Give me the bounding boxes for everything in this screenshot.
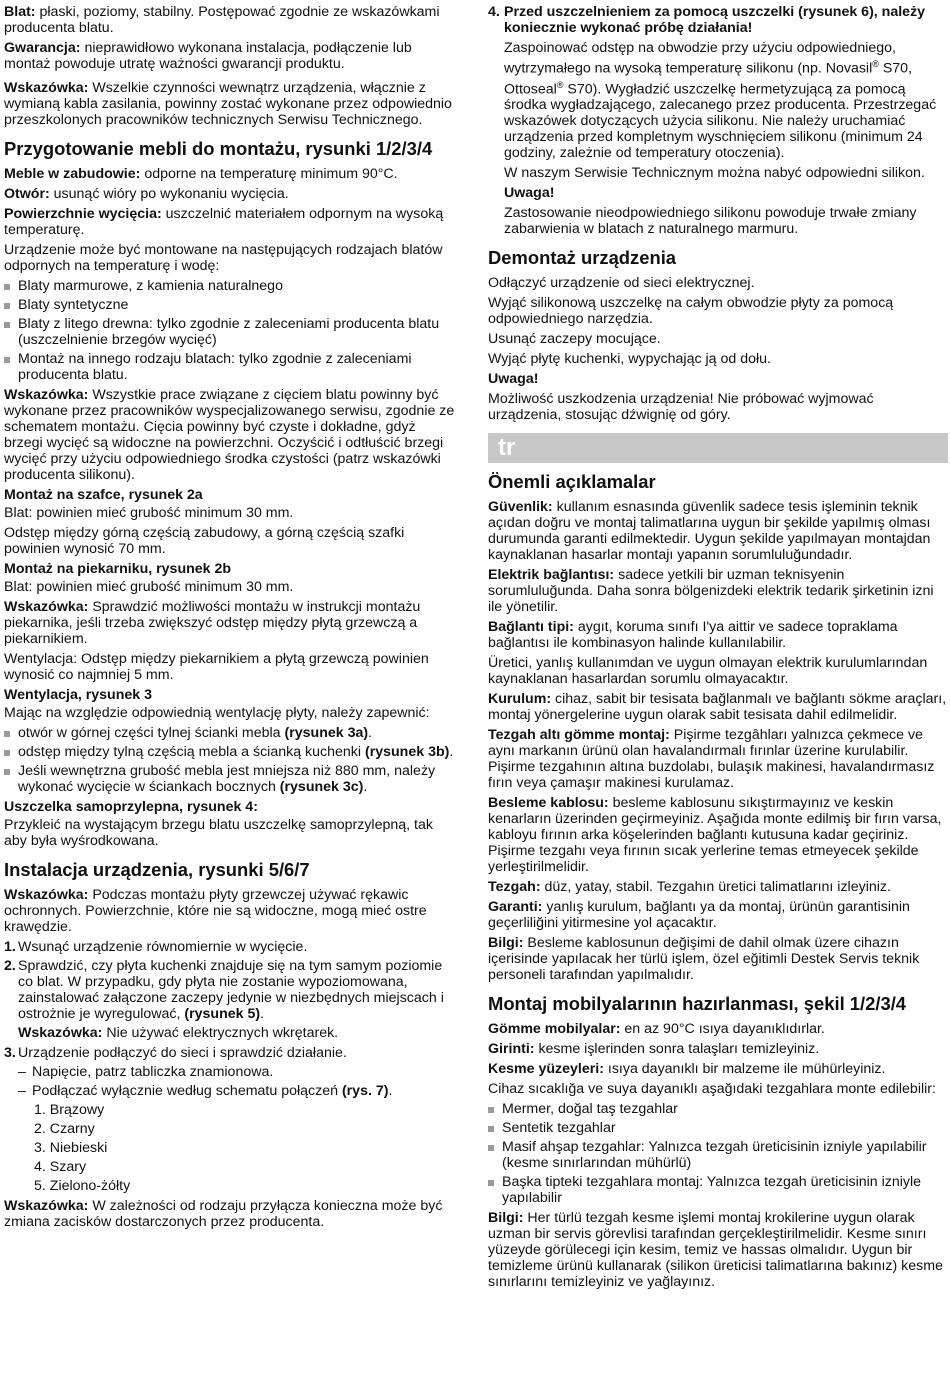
- list-item: Jeśli wewnętrzna grubość mebla jest mniejsza niż 880 mm, należy wykonać wycięcie w ściankach bocznych (rysunek 3c).: [4, 763, 456, 795]
- list-dash: [4, 1064, 456, 1099]
- list-item: Masif ahşap tezgahlar: Yalnızca tezgah üreticisinin izniyle yapılabilir (kesme sınırlarından mühürlü): [488, 1139, 948, 1171]
- paragraph-bilgi-1: Bilgi: Besleme kablosunun değişimi de dahil olmak üzere cihazın içerisinde yapılacak her türlü işlem, özel eğitimli Destek Servis teknik personeli tarafından yapılmalıdır.: [488, 935, 920, 984]
- heading-montaj: Montaj mobilyalarının hazırlanması, şekil 1/2/3/4: [488, 993, 907, 1015]
- paragraph-wskazowka-5: Wskazówka: Nie używać elektrycznych wkrętarek.: [18, 1025, 339, 1041]
- paragraph-kesme: Kesme yüzeyleri: ısıya dayanıklı bir malzeme ile mühürleyiniz.: [488, 1061, 886, 1078]
- paragraph-garanti: Garanti: yanlış kurulum, bağlantı ya da montaj, ürünün garantisinin geçerliliğini yitirmesine yol açacaktır.: [488, 899, 910, 932]
- list-item: Mermer, doğal taş tezgahlar: [488, 1101, 948, 1117]
- right-column: [488, 4, 948, 1294]
- paragraph-demontaz-2: Wyjąć silikonową uszczelkę na całym obwodzie płyty za pomocą odpowiedniego narzędzia.: [488, 295, 894, 328]
- paragraph-piekarnik-1: Blat: powinien mieć grubość minimum 30 mm.: [4, 579, 294, 595]
- step-4: [488, 4, 948, 237]
- paragraph-guvenlik: Güvenlik: kullanım esnasında güvenlik sadece tesis işleminin teknik açıdan doğru ve montaj talimatlarına uygun bir şekilde yapılmış olması durumunda garanti edilmektedir. Uygun şekilde yapılmayan montajdan kaynaklanan hasarlar montajı yapanın sorumluluğundadır.: [488, 499, 931, 564]
- list-item: otwór w górnej części tylnej ścianki mebla (rysunek 3a).: [4, 725, 456, 741]
- paragraph-bilgi-2: Bilgi: Her türlü tezgah kesme işlemi montaj krokilerine uygun olarak uzman bir servis görevlisi tarafından gerçekleştirilmelidir. Kesme sınırı yüzeyde görülecegi için kesim, temiz ve hassas olmalıdır. Uygun bir temizleme ürünü kullanarak (silikon üreticisi talimatlarına bakınız) kesme sınırlarını temizleyiniz ve yağlayınız.: [488, 1210, 943, 1291]
- list-item: 1. Brązowy: [34, 1102, 105, 1118]
- list-steps: [4, 939, 456, 1022]
- paragraph-demontaz-4: Wyjąć płytę kuchenki, wypychając ją od dołu.: [488, 351, 771, 368]
- list-item: Sentetik tezgahlar: [488, 1120, 948, 1136]
- paragraph-wskazowka-4: Wskazówka: Podczas montażu płyty grzewczej używać rękawic ochronnych. Powierzchnie, które nie są widoczne, mogą mieć ostre krawędzie.: [4, 887, 427, 935]
- paragraph-otwor: Otwór: usunąć wióry po wykonaniu wycięcia.: [4, 186, 289, 202]
- list-item: 5. Zielono-żółty: [34, 1178, 131, 1194]
- paragraph-uretici: Üretici, yanlış kullanımdan ve uygun olmayan elektrik kurulumlarından kaynaklanan hasarlardan sorumlu olmayacaktır.: [488, 655, 928, 688]
- paragraph-urzadzenie: Urządzenie może być montowane na następujących rodzajach blatów odpornych na temperaturę i wodę:: [4, 242, 443, 274]
- paragraph-szafka-1: Blat: powinien mieć grubość minimum 30 mm.: [4, 505, 294, 521]
- paragraph-demontaz-3: Usunąć zaczepy mocujące.: [488, 331, 661, 348]
- list-colors: [4, 1102, 456, 1194]
- step-4-paragraph-3: Zastosowanie nieodpowiedniego silikonu powoduje trwałe zmiany zabarwienia w blatach z naturalnego marmuru.: [504, 205, 917, 238]
- heading-uszczelka: Uszczelka samoprzylepna, rysunek 4:: [4, 799, 258, 815]
- paragraph-elektrik: Elektrik bağlantısı: sadece yetkili bir uzman teknisyenin sorumluluğunda. Daha sonra bölgenizdeki elektrik tedarik şirketinin izni ile yönetilir.: [488, 567, 934, 616]
- list-item: – Napięcie, patrz tabliczka znamionowa.: [4, 1064, 456, 1080]
- list-item: Blaty z litego drewna: tylko zgodnie z zaleceniami producenta blatu (uszczelnienie brzegów wycięć): [4, 316, 456, 348]
- paragraph-besleme: Besleme kablosu: besleme kablosunu sıkıştırmayınız ve keskin kenarların üzerinden geçirmeyiniz. Aşağıda monte edilmiş bir fırın varsa, kabloyu fırının arka köşelerinden bağlantı kutusuna kadar geçiriniz. Pişirme tezgahı veya fırının sıcak yerlerine temas etmeyecek şekilde yerleştirilmelidir.: [488, 795, 942, 876]
- paragraph-baglanti: Bağlantı tipi: aygıt, koruma sınıfı I'ya aittir ve sadece topraklama bağlantısı ile kombinasyon halinde kullanılabilir.: [488, 619, 898, 652]
- step-number: 4.: [488, 4, 500, 20]
- paragraph-tezgah: Tezgah: düz, yatay, stabil. Tezgahın üretici talimatlarını izleyiniz.: [488, 879, 891, 896]
- step-4-paragraph-2: W naszym Serwisie Technicznym można nabyć odpowiedni silikon.: [504, 165, 925, 182]
- paragraph-wskazowka-1: Wskazówka: Wszelkie czynności wewnątrz urządzenia, włącznie z wymianą kabla zasilania, powinny zostać wykonane przez odpowiednio przeszkolonych pracowników technicznych Serwisu Technicznego.: [4, 80, 452, 128]
- heading-demontaz: Demontaż urządzenia: [488, 247, 677, 269]
- list-item: 4. Szary: [34, 1159, 87, 1175]
- paragraph-wentylacja-1: Wentylacja: Odstęp między piekarnikiem a płytą grzewczą powinien wynosić co najmniej 5 mm.: [4, 651, 429, 683]
- list-item: Başka tipteki tezgahlara montaj: Yalnızca tezgah üreticisinin izniyle yapılabilir: [488, 1174, 948, 1206]
- paragraph-meble: Meble w zabudowie: odporne na temperaturę minimum 90°C.: [4, 166, 398, 182]
- paragraph-demontaz-uwaga: Uwaga!: [488, 371, 539, 388]
- list-tezgahlar: [488, 1101, 948, 1206]
- step-item: 2. Sprawdzić, czy płyta kuchenki znajduje się na tym samym poziomie co blat. W przypadku, gdy płyta nie zostanie wypoziomowana, zainstalować załączone zaczepy jedynie w niezbędnych miejscach i ostrożnie je wyregulować, (rysunek 5).: [4, 958, 444, 1022]
- language-bar-tr: tr: [488, 433, 948, 463]
- left-column: [4, 4, 456, 1234]
- paragraph-gwarancja: Gwarancja: nieprawidłowo wykonana instalacja, podłączenie lub montaż powoduje utratę ważności gwarancji produktu.: [4, 40, 412, 72]
- paragraph-powierzchnie: Powierzchnie wycięcia: uszczelnić materiałem odpornym na wysoką temperaturę.: [4, 206, 444, 238]
- paragraph-wskazowka-3: Wskazówka: Sprawdzić możliwości montażu w instrukcji montażu piekarnika, jeśli trzeba zwiększyć odstęp między płytą grzewczą a piekarnikiem.: [4, 599, 421, 647]
- list-blaty: [4, 278, 456, 383]
- paragraph-demontaz-1: Odłączyć urządzenie od sieci elektrycznej.: [488, 275, 755, 292]
- list-item: Montaż na innego rodzaju blatach: tylko zgodnie z zaleceniami producenta blatu.: [4, 351, 456, 383]
- step-4-paragraph-1: Zaspoinować odstęp na obwodzie przy użyciu odpowiedniego, wytrzymałego na wysoką temperaturę silikonu (np. Novasil® S70, Ottoseal® S70). Wygładzić uszczelkę hermetyzującą za pomocą środka wygładzającego, zalecanego przez producenta. Przestrzegać wskazówek dotyczących użycia silikonu. Nie należy uruchamiać urządzenia przed kompletnym wyschnięciem silikonu (minimum 24 godziny, zależnie od temperatury otoczenia).: [504, 40, 937, 162]
- paragraph-girinti: Girinti: kesme işlerinden sonra talaşları temizleyiniz.: [488, 1041, 820, 1058]
- list-item: – Podłączać wyłącznie według schematu połączeń (rys. 7).: [4, 1083, 456, 1099]
- list-item: Blaty syntetyczne: [4, 297, 456, 313]
- paragraph-blat: Blat: płaski, poziomy, stabilny. Postępować zgodnie ze wskazówkami producenta blatu.: [4, 4, 440, 36]
- step-item: 1. Wsunąć urządzenie równomiernie w wycięcie.: [4, 939, 308, 955]
- list-item: 2. Czarny: [34, 1121, 95, 1137]
- heading-wentylacja: Wentylacja, rysunek 3: [4, 687, 152, 703]
- paragraph-gomme: Gömme mobilyalar: en az 90°C ısıya dayanıklıdırlar.: [488, 1021, 825, 1038]
- paragraph-wskazowka-2: Wskazówka: Wszystkie prace związane z cięciem blatu powinny być wykonane przez pracowników wyspecjalizowanego serwisu, zgodnie ze schematem montażu. Cięcia powinny być czyste i dokładne, gdyż brzegi wycięć są widoczne na powierzchni. Oczyścić i odtłuścić brzegi wycięć przy użyciu odpowiedniego środka czystości (patrz wskazówki producenta silikonu).: [4, 387, 455, 483]
- step-4-title: Przed uszczelnieniem za pomocą uszczelki (rysunek 6), należy koniecznie wykonać próbę działania!: [504, 4, 926, 36]
- heading-piekarnik: Montaż na piekarniku, rysunek 2b: [4, 561, 232, 577]
- paragraph-kurulum: Kurulum: cihaz, sabit bir tesisata bağlanmalı ve bağlantı sökme araçları, montaj yönergelerine uygun olarak sabit tesisata dahil edilmelidir.: [488, 691, 947, 724]
- paragraph-tezgah-alti: Tezgah altı gömme montaj: Pişirme tezgâhları yalnızca çekmece ve aynı markanın ürünü olan havalandırmalı fırınlar üzerine kurulabilir. Pişirme tezgahının altına buzdolabı, bulaşık makinesi, havalandırmasız fırın veya çamaşır makinesi kurulamaz.: [488, 727, 935, 792]
- heading-szafka: Montaż na szafce, rysunek 2a: [4, 487, 203, 503]
- paragraph-demontaz-5: Możliwość uszkodzenia urządzenia! Nie próbować wyjmować urządzenia, stosując dźwignię od góry.: [488, 391, 874, 424]
- step-4-uwaga: Uwaga!: [504, 185, 555, 202]
- paragraph-szafka-2: Odstęp między górną częścią zabudowy, a górną częścią szafki powinien wynosić 70 mm.: [4, 525, 405, 557]
- list-steps-cont: [4, 1045, 456, 1061]
- list-item: odstęp między tylną częścią mebla a ścianką kuchenki (rysunek 3b).: [4, 744, 456, 760]
- heading-onemli: Önemli açıklamalar: [488, 471, 656, 493]
- paragraph-wentylacja-2: Mając na względzie odpowiednią wentylację płyty, należy zapewnić:: [4, 705, 430, 721]
- heading-przygotowanie: Przygotowanie mebli do montażu, rysunki 1/2/3/4: [4, 138, 433, 159]
- list-item: Blaty marmurowe, z kamienia naturalnego: [4, 278, 456, 294]
- step-item: 3. Urządzenie podłączyć do sieci i sprawdzić działanie.: [4, 1045, 347, 1061]
- list-item: 3. Niebieski: [34, 1140, 108, 1156]
- paragraph-wskazowka-6: Wskazówka: W zależności od rodzaju przyłącza konieczna może być zmiana zacisków dostarczonych przez producenta.: [4, 1198, 443, 1230]
- paragraph-uszczelka: Przykleić na wystającym brzegu blatu uszczelkę samoprzylepną, tak aby była wyśrodkowana.: [4, 817, 433, 849]
- paragraph-cihaz: Cihaz sıcaklığa ve suya dayanıklı aşağıdaki tezgahlara monte edilebilir:: [488, 1081, 936, 1098]
- heading-instalacja: Instalacja urządzenia, rysunki 5/6/7: [4, 859, 310, 880]
- list-wentylacja: [4, 725, 456, 795]
